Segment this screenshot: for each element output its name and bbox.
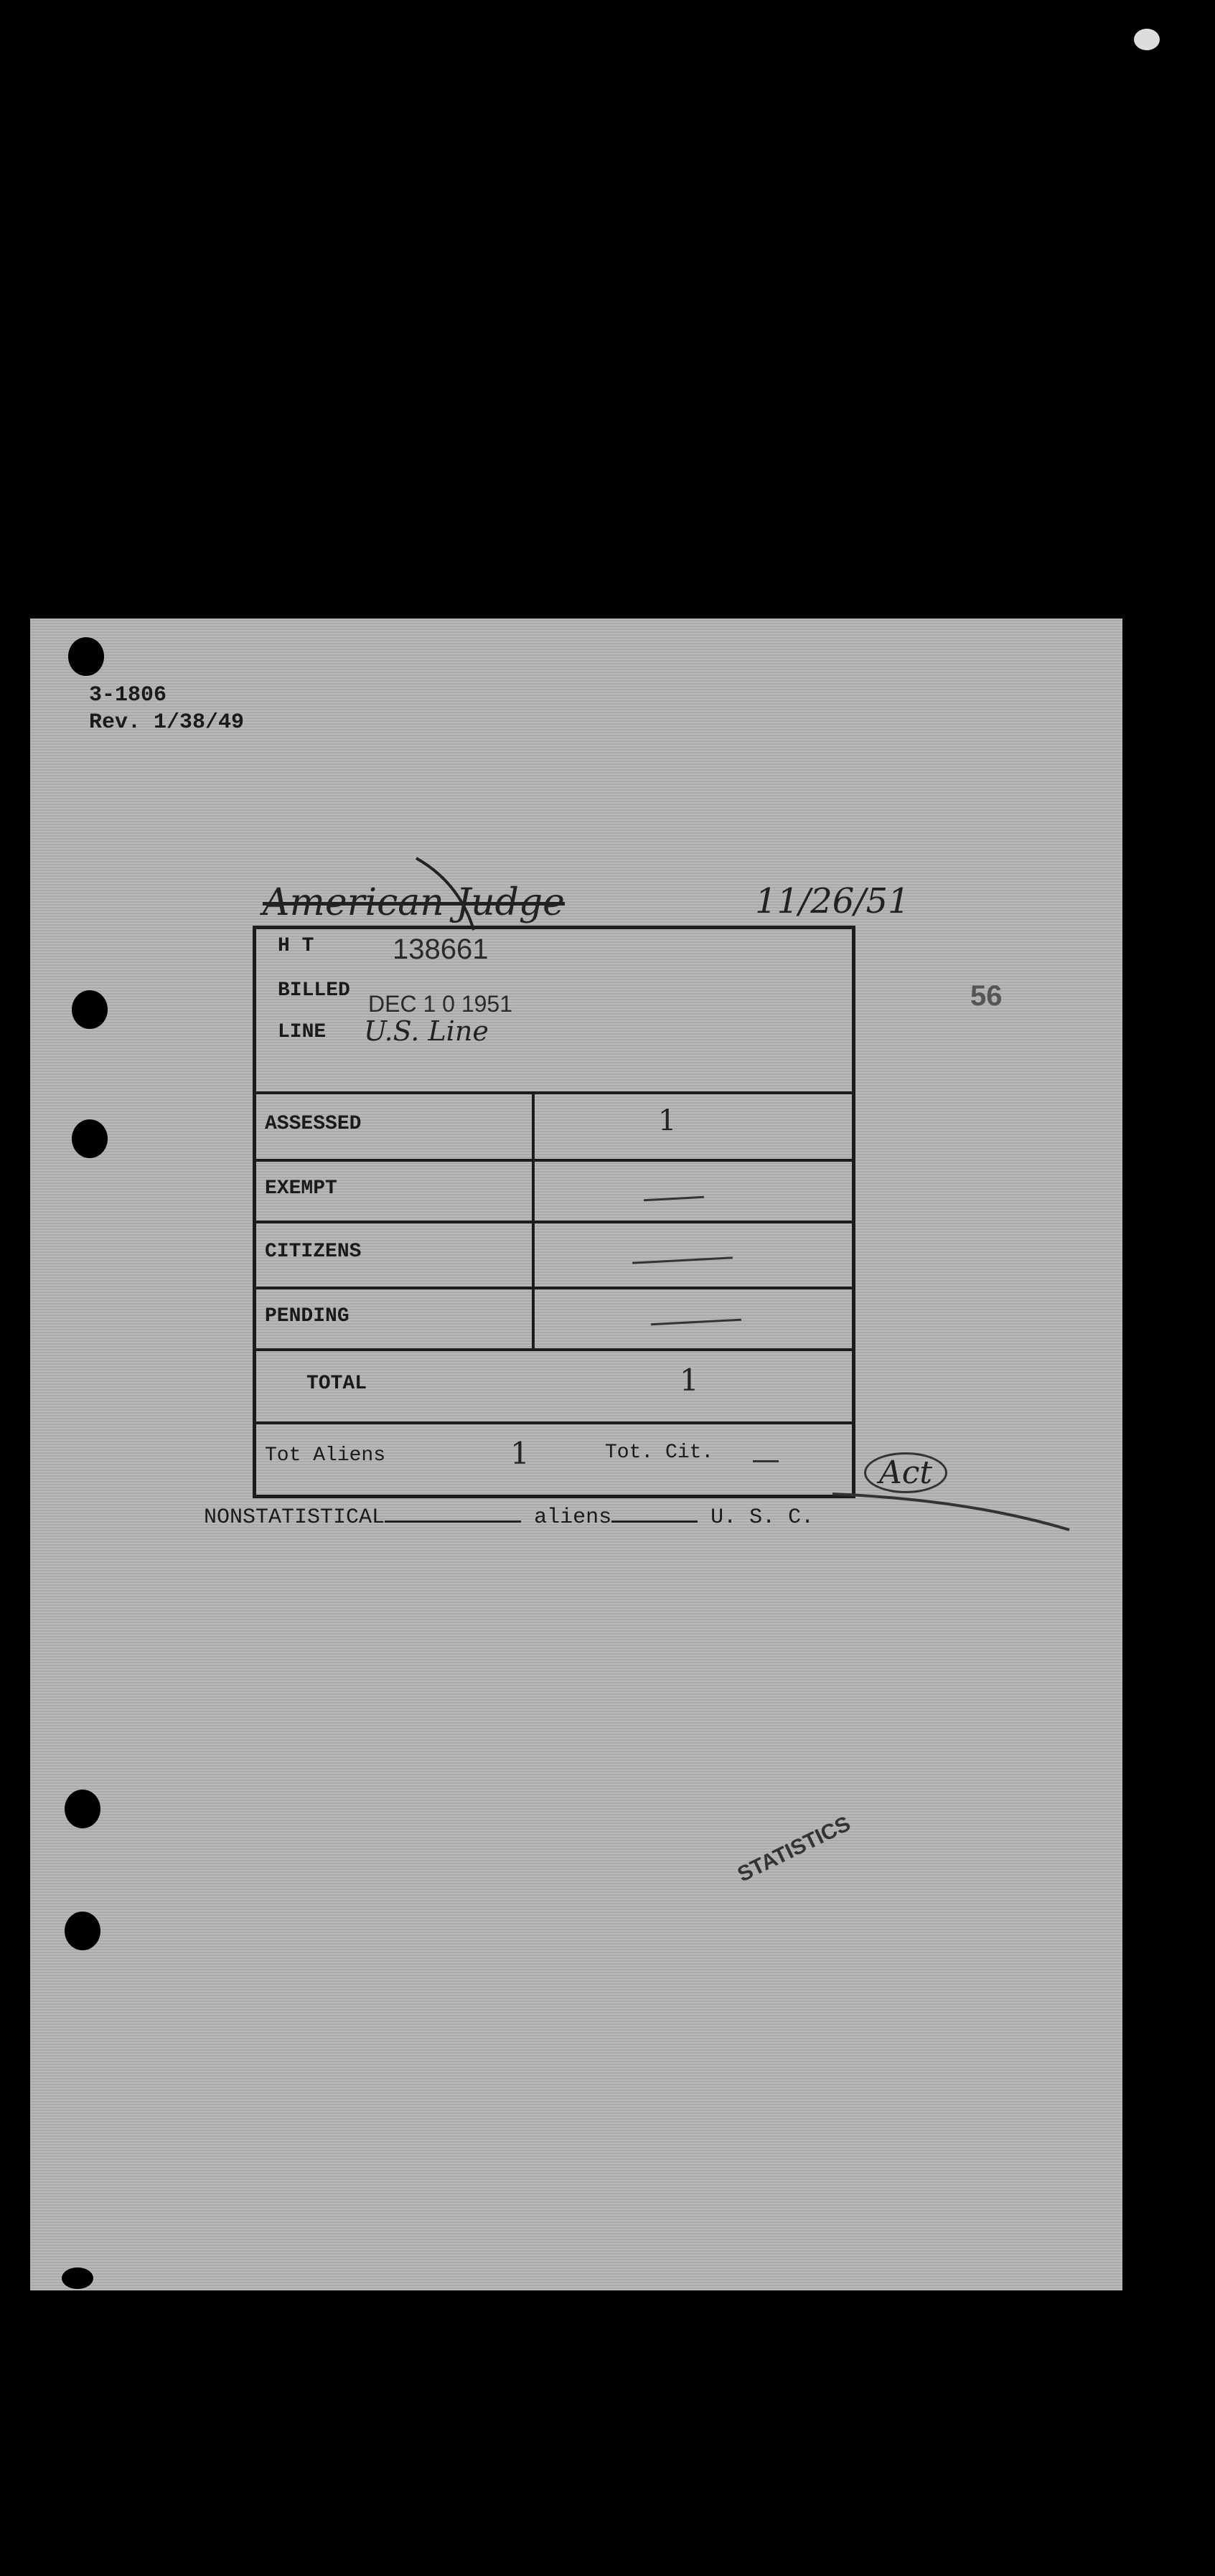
divider xyxy=(256,1421,852,1424)
row-value-citizens xyxy=(632,1256,733,1264)
punch-hole xyxy=(72,990,108,1029)
statistics-stamp: STATISTICS xyxy=(733,1811,855,1887)
divider xyxy=(256,1287,852,1289)
punch-hole xyxy=(62,2267,93,2289)
form-revision: Rev. 1/38/49 xyxy=(89,710,245,735)
total-label: TOTAL xyxy=(306,1373,367,1395)
ht-number: 138661 xyxy=(393,934,489,965)
tally-form-box xyxy=(253,926,855,1498)
divider xyxy=(256,1091,852,1094)
ht-label: H T xyxy=(278,935,314,957)
line-label: LINE xyxy=(278,1021,327,1043)
row-label-pending: PENDING xyxy=(265,1305,350,1327)
aliens-label: aliens xyxy=(534,1505,612,1530)
tot-aliens-label: Tot Aliens xyxy=(265,1444,386,1467)
row-label-exempt: EXEMPT xyxy=(265,1177,337,1200)
handwritten-initials: Act xyxy=(864,1452,947,1493)
punch-hole xyxy=(1134,29,1160,50)
tot-cit-label: Tot. Cit. xyxy=(605,1442,714,1464)
row-value-exempt xyxy=(644,1196,704,1201)
row-value-pending xyxy=(651,1319,741,1326)
handwritten-date: 11/26/51 xyxy=(755,881,910,921)
nonstatistical-blank xyxy=(385,1520,521,1523)
punch-hole xyxy=(68,637,104,676)
punch-hole xyxy=(65,1912,100,1950)
punch-hole xyxy=(65,1790,100,1828)
nonstatistical-label: NONSTATISTICAL xyxy=(204,1505,385,1530)
row-label-assessed: ASSESSED xyxy=(265,1113,362,1135)
row-value-assessed: 1 xyxy=(658,1104,677,1137)
tot-aliens-value: 1 xyxy=(510,1436,530,1471)
divider xyxy=(256,1159,852,1162)
line-value: U.S. Line xyxy=(364,1015,489,1047)
column-divider xyxy=(532,1091,535,1351)
billed-date: DEC 1 0 1951 xyxy=(368,991,513,1017)
divider xyxy=(256,1348,852,1351)
handwritten-name: American Judge xyxy=(263,881,565,924)
row-label-citizens: CITIZENS xyxy=(265,1241,362,1263)
punch-hole xyxy=(72,1119,108,1158)
billed-label: BILLED xyxy=(278,979,350,1002)
divider xyxy=(256,1221,852,1223)
total-value: 1 xyxy=(680,1363,699,1398)
usc-label: U. S. C. xyxy=(710,1505,815,1530)
nonstatistical-line xyxy=(204,1505,814,1530)
form-number: 3-1806 xyxy=(89,683,167,708)
page-number: 56 xyxy=(970,980,1003,1012)
aliens-blank xyxy=(611,1520,698,1523)
tot-cit-value xyxy=(753,1460,779,1462)
